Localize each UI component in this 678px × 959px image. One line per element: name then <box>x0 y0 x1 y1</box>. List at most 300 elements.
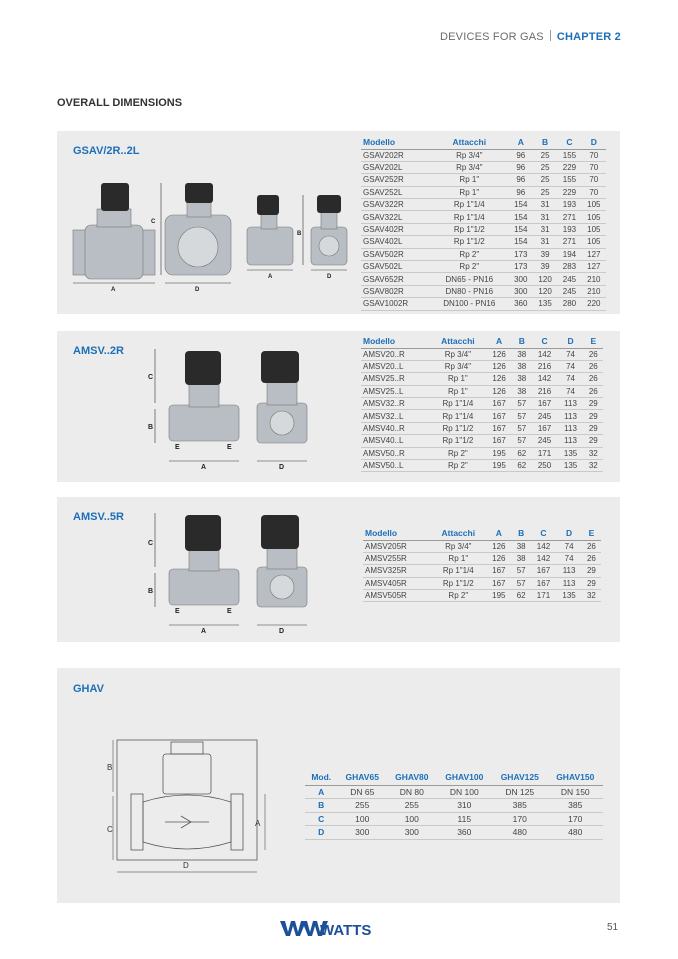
table-cell: 26 <box>584 348 603 360</box>
table-cell: 142 <box>531 373 557 385</box>
table-cell: Rp 3/4" <box>430 161 509 173</box>
table-row <box>363 565 601 577</box>
table-cell: 229 <box>557 186 581 198</box>
table-cell: 193 <box>557 199 581 211</box>
amsv-2r-valve-drawing <box>135 343 355 473</box>
table-cell: 271 <box>557 211 581 223</box>
table-cell: 57 <box>512 565 531 577</box>
dim-label-e-right: E <box>227 444 232 451</box>
table-cell: 126 <box>486 373 512 385</box>
dim-label-a: A <box>201 464 207 471</box>
page-header <box>440 30 621 43</box>
table-cell: Rp 1" <box>430 373 486 385</box>
table-cell: 155 <box>557 149 581 161</box>
table-row <box>361 261 606 273</box>
table-cell: 32 <box>584 447 603 459</box>
table-row <box>361 298 606 310</box>
table-header-row <box>305 769 603 785</box>
column-header: GHAV65 <box>337 769 387 785</box>
table-row <box>361 186 606 198</box>
column-header: D <box>582 136 606 149</box>
table-row <box>305 826 603 840</box>
table-cell: 154 <box>509 199 533 211</box>
dim-label-d: D <box>279 464 285 471</box>
page-number: 51 <box>607 922 619 933</box>
table-cell: 167 <box>486 410 512 422</box>
table-cell: 255 <box>337 799 387 813</box>
table-cell: 120 <box>533 273 557 285</box>
table-cell: 194 <box>557 248 581 260</box>
table-cell: Rp 2" <box>430 248 509 260</box>
table-row <box>361 360 603 372</box>
table-cell: 115 <box>437 812 492 826</box>
panel-title: AMSV..5R <box>73 511 124 523</box>
table-cell: 105 <box>582 199 606 211</box>
table-row <box>361 236 606 248</box>
table-cell: 31 <box>533 223 557 235</box>
panel-gsav <box>57 131 620 314</box>
table-cell: 38 <box>512 540 531 552</box>
table-cell: AMSV20..R <box>361 348 430 360</box>
table-cell: 38 <box>512 552 531 564</box>
dim-label-a: A <box>111 287 116 293</box>
table-cell: Rp 1"1/2 <box>430 435 486 447</box>
table-cell: Rp 1"1/2 <box>430 422 486 434</box>
column-header: E <box>584 335 603 348</box>
table-cell: 126 <box>486 540 512 552</box>
column-header: C <box>531 527 557 540</box>
table-row <box>361 348 603 360</box>
table-row <box>361 447 603 459</box>
table-cell: 29 <box>584 398 603 410</box>
table-row <box>361 174 606 186</box>
table-cell: 135 <box>558 447 584 459</box>
table-cell: Rp 1"1/4 <box>430 199 509 211</box>
dim-label-e-right: E <box>227 608 232 615</box>
dim-label-e-left: E <box>175 608 180 615</box>
table-cell: 96 <box>509 174 533 186</box>
table-cell: 62 <box>512 590 531 602</box>
table-cell: 25 <box>533 174 557 186</box>
table-cell: 25 <box>533 186 557 198</box>
table-cell: 126 <box>486 360 512 372</box>
table-cell: AMSV25..R <box>361 373 430 385</box>
table-cell: AMSV205R <box>363 540 431 552</box>
table-cell: 210 <box>582 273 606 285</box>
column-header: E <box>582 527 601 540</box>
table-body <box>361 348 603 472</box>
table-cell: 127 <box>582 248 606 260</box>
table-cell: 195 <box>486 590 512 602</box>
table-cell: GSAV802R <box>361 285 430 297</box>
dim-label-b: B <box>297 231 302 237</box>
table-cell: 245 <box>557 285 581 297</box>
table-cell: 300 <box>509 273 533 285</box>
table-cell: 167 <box>486 565 512 577</box>
table-body <box>305 785 603 839</box>
dim-label-d: D <box>183 861 189 870</box>
table-row <box>363 540 601 552</box>
dim-label-b: B <box>148 424 154 431</box>
ghav-valve-drawing <box>105 732 275 882</box>
column-header: GHAV80 <box>387 769 437 785</box>
dim-label-a: A <box>201 628 207 635</box>
table-cell: 62 <box>512 447 531 459</box>
table-cell: 26 <box>584 373 603 385</box>
table-cell: 31 <box>533 199 557 211</box>
table-cell: 135 <box>533 298 557 310</box>
header-chapter: CHAPTER 2 <box>556 31 621 43</box>
table-cell: AMSV20..L <box>361 360 430 372</box>
table-cell: 127 <box>582 261 606 273</box>
table-row <box>305 812 603 826</box>
table-cell: 300 <box>509 285 533 297</box>
table-cell: 29 <box>584 410 603 422</box>
table-cell: 171 <box>531 590 557 602</box>
table-cell: 385 <box>492 799 547 813</box>
table-cell: 173 <box>509 261 533 273</box>
table-row <box>361 223 606 235</box>
column-header: C <box>557 136 581 149</box>
table-cell: GSAV1002R <box>361 298 430 310</box>
panel-title: GSAV/2R..2L <box>73 145 140 157</box>
table-cell: 216 <box>531 360 557 372</box>
table-row <box>361 161 606 173</box>
amsv-5r-valve-drawing <box>135 505 355 637</box>
table-row <box>361 435 603 447</box>
table-cell: 57 <box>512 410 531 422</box>
column-header: Attacchi <box>430 136 509 149</box>
table-row <box>361 273 606 285</box>
table-row <box>361 398 603 410</box>
table-cell: AMSV50..R <box>361 447 430 459</box>
table-row <box>305 799 603 813</box>
header-divider <box>550 30 551 41</box>
column-header: A <box>486 527 512 540</box>
panel-ghav <box>57 668 620 903</box>
table-cell: 154 <box>509 223 533 235</box>
column-header: Modello <box>361 136 430 149</box>
table-cell: 74 <box>558 385 584 397</box>
column-header: D <box>556 527 582 540</box>
table-row <box>361 460 603 472</box>
column-header: A <box>486 335 512 348</box>
table-cell: Rp 2" <box>430 460 486 472</box>
table-cell: 38 <box>512 373 531 385</box>
table-cell: Rp 1" <box>430 174 509 186</box>
table-cell: 74 <box>558 373 584 385</box>
column-header: Modello <box>363 527 431 540</box>
column-header: Attacchi <box>431 527 486 540</box>
table-cell: 142 <box>531 348 557 360</box>
column-header: A <box>509 136 533 149</box>
table-row <box>361 410 603 422</box>
table-cell: 26 <box>584 360 603 372</box>
table-cell: DN 125 <box>492 785 547 799</box>
table-cell: AMSV255R <box>363 552 431 564</box>
table-cell: 220 <box>582 298 606 310</box>
table-cell: 210 <box>582 285 606 297</box>
table-header-row <box>361 335 603 348</box>
panel-title: GHAV <box>73 683 104 695</box>
table-cell: Rp 1" <box>430 385 486 397</box>
section-title: OVERALL DIMENSIONS <box>57 97 183 109</box>
table-cell: 167 <box>486 398 512 410</box>
table-row <box>361 248 606 260</box>
table-cell: 113 <box>558 435 584 447</box>
table-cell: 31 <box>533 211 557 223</box>
table-cell: 96 <box>509 186 533 198</box>
table-cell: 100 <box>337 812 387 826</box>
table-cell: 26 <box>582 552 601 564</box>
column-header: Mod. <box>305 769 337 785</box>
dim-label-d: D <box>279 628 285 635</box>
table-cell: 113 <box>558 398 584 410</box>
dim-label-d-2: D <box>327 274 332 280</box>
table-cell: 167 <box>531 398 557 410</box>
table-cell: DN65 - PN16 <box>430 273 509 285</box>
table-cell: 167 <box>531 422 557 434</box>
column-header: D <box>558 335 584 348</box>
column-header: B <box>533 136 557 149</box>
table-cell: Rp 3/4" <box>430 348 486 360</box>
table-cell: 29 <box>584 422 603 434</box>
table-cell: GSAV402L <box>361 236 430 248</box>
table-cell: AMSV505R <box>363 590 431 602</box>
table-cell: C <box>305 812 337 826</box>
dim-label-e-left: E <box>175 444 180 451</box>
table-row <box>363 577 601 589</box>
panel-amsv-5r <box>57 497 620 642</box>
header-category: DEVICES FOR GAS <box>439 31 544 43</box>
table-cell: GSAV402R <box>361 223 430 235</box>
table-cell: Rp 3/4" <box>430 360 486 372</box>
table-cell: 57 <box>512 398 531 410</box>
table-cell: 255 <box>387 799 437 813</box>
table-row <box>361 211 606 223</box>
table-cell: Rp 2" <box>430 447 486 459</box>
table-cell: GSAV322L <box>361 211 430 223</box>
table-cell: 29 <box>584 435 603 447</box>
table-cell: 216 <box>531 385 557 397</box>
svg-text:WATTS: WATTS <box>320 922 372 938</box>
table-cell: 105 <box>582 223 606 235</box>
table-cell: 105 <box>582 211 606 223</box>
table-cell: 167 <box>486 422 512 434</box>
table-cell: 283 <box>557 261 581 273</box>
watts-logo <box>280 918 400 938</box>
table-cell: AMSV40..R <box>361 422 430 434</box>
table-cell: 74 <box>558 360 584 372</box>
table-cell: 167 <box>486 435 512 447</box>
table-cell: DN 100 <box>437 785 492 799</box>
table-row <box>361 422 603 434</box>
table-cell: AMSV40..L <box>361 435 430 447</box>
table-cell: 25 <box>533 161 557 173</box>
column-header: GHAV125 <box>492 769 547 785</box>
table-cell: 480 <box>492 826 547 840</box>
table-cell: Rp 1"1/2 <box>430 223 509 235</box>
table-cell: 39 <box>533 248 557 260</box>
column-header: Modello <box>361 335 430 348</box>
column-header: B <box>512 527 531 540</box>
table-cell: 105 <box>582 236 606 248</box>
table-cell: Rp 1"1/4 <box>430 398 486 410</box>
table-cell: 250 <box>531 460 557 472</box>
table-cell: 70 <box>582 161 606 173</box>
gsav-table <box>361 136 606 311</box>
table-cell: 310 <box>437 799 492 813</box>
column-header: Attacchi <box>430 335 486 348</box>
table-cell: 271 <box>557 236 581 248</box>
dim-label-b: B <box>148 588 154 595</box>
table-cell: AMSV25..L <box>361 385 430 397</box>
table-body <box>361 149 606 310</box>
table-row <box>361 373 603 385</box>
table-cell: 113 <box>556 577 582 589</box>
table-cell: 167 <box>531 577 557 589</box>
table-cell: 195 <box>486 460 512 472</box>
dim-label-d: D <box>195 287 200 293</box>
table-cell: DN 80 <box>387 785 437 799</box>
dim-label-c: C <box>151 219 156 225</box>
table-cell: 280 <box>557 298 581 310</box>
dim-label-a-2: A <box>268 274 273 280</box>
table-cell: 39 <box>533 261 557 273</box>
table-cell: 57 <box>512 422 531 434</box>
table-cell: 154 <box>509 236 533 248</box>
table-cell: Rp 3/4" <box>430 149 509 161</box>
table-cell: 74 <box>556 552 582 564</box>
table-row <box>361 149 606 161</box>
gsav-valve-drawing <box>65 175 355 295</box>
table-cell: 38 <box>512 348 531 360</box>
table-cell: Rp 2" <box>431 590 486 602</box>
table-cell: B <box>305 799 337 813</box>
column-header: GHAV100 <box>437 769 492 785</box>
table-cell: GSAV252R <box>361 174 430 186</box>
table-cell: 126 <box>486 552 512 564</box>
table-cell: 170 <box>547 812 603 826</box>
table-cell: Rp 1"1/2 <box>431 577 486 589</box>
table-cell: AMSV32..R <box>361 398 430 410</box>
table-cell: 25 <box>533 149 557 161</box>
table-cell: 155 <box>557 174 581 186</box>
table-cell: 31 <box>533 236 557 248</box>
table-cell: 70 <box>582 149 606 161</box>
table-cell: 245 <box>557 273 581 285</box>
dim-label-b: B <box>107 763 113 772</box>
table-cell: 70 <box>582 186 606 198</box>
table-cell: 171 <box>531 447 557 459</box>
table-cell: 96 <box>509 161 533 173</box>
table-row <box>361 285 606 297</box>
table-cell: Rp 1" <box>430 186 509 198</box>
table-cell: 245 <box>531 410 557 422</box>
table-cell: 229 <box>557 161 581 173</box>
table-cell: GSAV502L <box>361 261 430 273</box>
dim-label-c: C <box>107 825 113 834</box>
table-row <box>361 199 606 211</box>
table-cell: 26 <box>582 540 601 552</box>
table-row <box>363 552 601 564</box>
table-cell: GSAV502R <box>361 248 430 260</box>
table-cell: DN80 - PN16 <box>430 285 509 297</box>
table-cell: Rp 1"1/4 <box>430 410 486 422</box>
column-header: B <box>512 335 531 348</box>
table-cell: 173 <box>509 248 533 260</box>
amsv-2r-table <box>361 335 603 472</box>
table-cell: 193 <box>557 223 581 235</box>
table-cell: GSAV202R <box>361 149 430 161</box>
table-cell: 62 <box>512 460 531 472</box>
table-header-row <box>363 527 601 540</box>
table-cell: 154 <box>509 211 533 223</box>
table-cell: 167 <box>486 577 512 589</box>
table-cell: 113 <box>558 410 584 422</box>
table-cell: 126 <box>486 348 512 360</box>
table-cell: AMSV405R <box>363 577 431 589</box>
table-cell: 57 <box>512 577 531 589</box>
dim-label-c: C <box>148 374 154 381</box>
table-cell: Rp 3/4" <box>431 540 486 552</box>
table-cell: Rp 1"1/4 <box>430 211 509 223</box>
table-cell: 385 <box>547 799 603 813</box>
table-cell: Rp 2" <box>430 261 509 273</box>
panel-amsv-2r <box>57 331 620 482</box>
table-cell: Rp 1"1/4 <box>431 565 486 577</box>
table-body <box>363 540 601 602</box>
table-cell: 245 <box>531 435 557 447</box>
dim-label-a: A <box>255 819 261 828</box>
table-cell: 38 <box>512 385 531 397</box>
table-header-row <box>361 136 606 149</box>
table-cell: 170 <box>492 812 547 826</box>
table-cell: 142 <box>531 540 557 552</box>
table-cell: 195 <box>486 447 512 459</box>
table-cell: 480 <box>547 826 603 840</box>
table-cell: 126 <box>486 385 512 397</box>
table-cell: 74 <box>558 348 584 360</box>
table-cell: Rp 1" <box>431 552 486 564</box>
table-cell: DN 65 <box>337 785 387 799</box>
panel-title: AMSV..2R <box>73 345 124 357</box>
table-cell: A <box>305 785 337 799</box>
table-cell: Rp 1"1/2 <box>430 236 509 248</box>
table-cell: D <box>305 826 337 840</box>
table-cell: 74 <box>556 540 582 552</box>
column-header: C <box>531 335 557 348</box>
table-row <box>305 785 603 799</box>
table-cell: 57 <box>512 435 531 447</box>
table-cell: 135 <box>558 460 584 472</box>
table-cell: 167 <box>531 565 557 577</box>
table-cell: GSAV252L <box>361 186 430 198</box>
table-cell: AMSV325R <box>363 565 431 577</box>
ghav-table <box>305 769 603 840</box>
table-cell: 32 <box>582 590 601 602</box>
table-cell: 32 <box>584 460 603 472</box>
table-cell: AMSV32..L <box>361 410 430 422</box>
table-cell: AMSV50..L <box>361 460 430 472</box>
table-cell: 142 <box>531 552 557 564</box>
table-cell: 300 <box>337 826 387 840</box>
table-cell: 360 <box>509 298 533 310</box>
amsv-5r-table <box>363 527 601 602</box>
table-cell: 135 <box>556 590 582 602</box>
table-cell: DN 150 <box>547 785 603 799</box>
table-row <box>363 590 601 602</box>
